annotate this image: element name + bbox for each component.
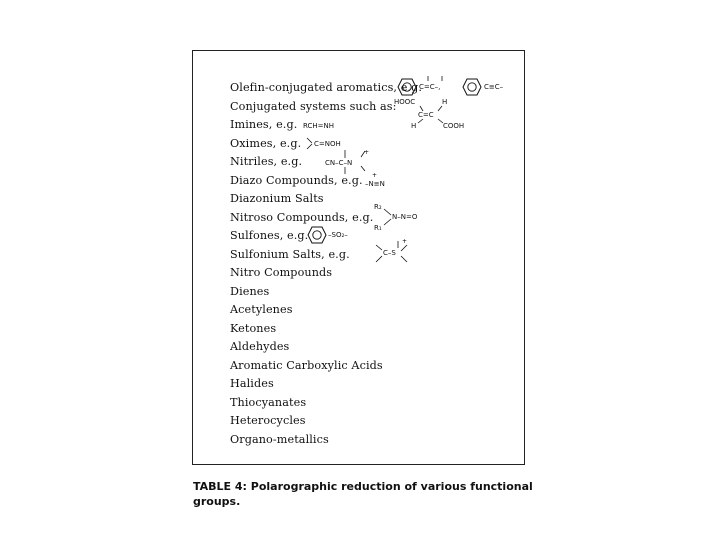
list-item: Sulfones, e.g. [230,229,309,242]
conj-hooc: HOOC [394,98,416,106]
diazo-charge [371,171,379,179]
bond-marks [425,76,455,100]
diazo-formula: –N≡N [365,180,385,188]
conj-h-bottom: H [411,122,417,130]
list-item: Acetylenes [230,303,293,316]
conj-cooh: COOH [443,122,465,130]
benzene-ring-icon [462,78,482,96]
imine-formula: RCH=NH [303,122,335,130]
list-item: Halides [230,377,274,390]
caption-line-2: groups. [193,495,241,508]
conj-bonds [410,102,450,126]
list-item: Diazo Compounds, e.g. [230,173,363,187]
sulfonium-formula: C–S [383,249,396,257]
olefin-formula-2: C≡C– [484,83,504,91]
conj-cc: C=C [418,111,434,119]
list-item: Nitro Compounds [230,266,333,279]
list-item: Heterocycles [230,414,306,427]
nitroso-r1: R₁ [374,224,382,232]
nitrile-bonds [340,148,370,178]
list-item: Nitriles, e.g. [230,155,303,168]
list-item: Olefin-conjugated aromatics, e.g. [230,81,423,94]
list-item: Thiocyanates [230,395,307,409]
nitrile-formula: CN–C–N [325,159,353,167]
benzene-ring-icon [397,78,417,96]
list-item: Diazonium Salts [230,192,324,205]
conj-h-top: H [442,98,448,106]
caption-line-1: TABLE 4: Polarographic reduction of various functional [193,480,533,493]
svg-text:+: + [372,172,378,179]
benzene-ring-icon [307,226,327,244]
sulfone-formula: –SO₂– [328,231,348,239]
sulfonium-bonds [372,238,412,266]
list-item: Conjugated systems such as: [230,99,397,113]
list-item: Sulfonium Salts, e.g. [230,247,350,261]
list-item: Aldehydes [230,340,290,353]
list-item: Organo-metallics [230,432,329,446]
list-item: Aromatic Carboxylic Acids [230,358,383,372]
nitroso-bonds [382,206,394,228]
svg-text:+: + [402,238,408,245]
table-caption [193,479,563,509]
nitroso-r2: R₂ [374,203,382,211]
oxime-formula: C=NOH [314,140,341,148]
svg-text:+: + [364,149,370,156]
list-item: Ketones [230,321,277,335]
olefin-formula-1: C=C–, [419,83,441,91]
list-item: Oximes, e.g. [230,136,302,150]
list-item: Nitroso Compounds, e.g. [230,210,374,224]
list-item: Dienes [230,284,270,298]
list-item: Imines, e.g. [230,118,298,131]
nitroso-formula: N–N=O [392,213,418,221]
